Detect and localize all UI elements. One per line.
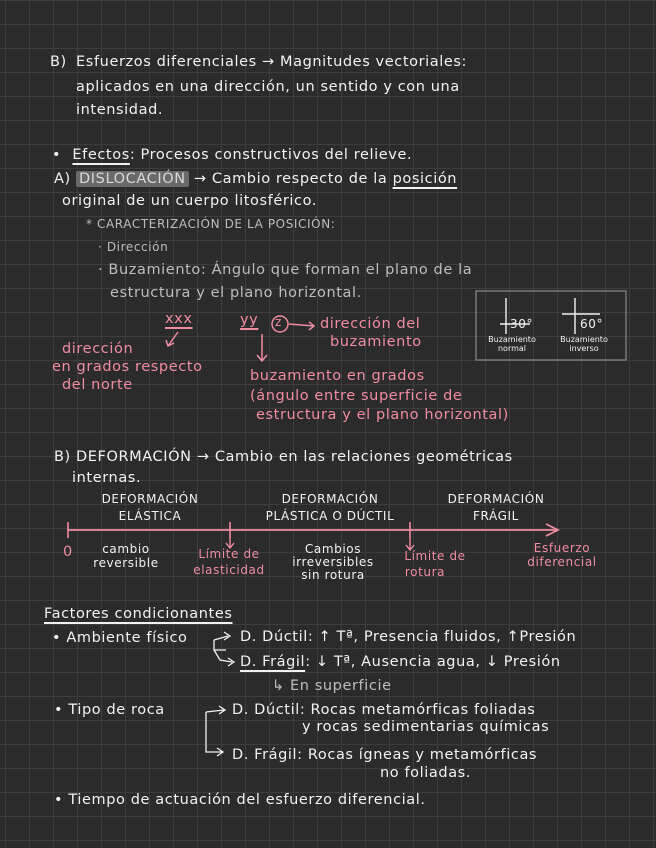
direccion-buzamiento-label-1: dirección del (320, 316, 421, 332)
axis-end-2: diferencial (527, 555, 597, 569)
ambiente-item: • Ambiente físico (52, 630, 188, 646)
arrow-glyph: → (193, 171, 207, 187)
direccion-grados-label-3: del norte (62, 377, 133, 393)
dip-inverse-label-2: inverso (569, 344, 599, 353)
efectos-text: : Procesos constructivos del relieve. (129, 147, 413, 163)
dislocacion-line-2: original de un cuerpo litosférico. (62, 193, 318, 209)
deformacion-desc: Cambio en las relaciones geométricas (214, 449, 513, 465)
dip-normal-label-1: Buzamiento (488, 335, 536, 344)
direccion-item: · Dirección (98, 240, 169, 254)
buzamiento-item-2: estructura y el plano horizontal. (110, 285, 362, 301)
buzamiento-grados-label-3: estructura y el plano horizontal) (256, 407, 509, 423)
deformacion-term: DEFORMACIÓN (76, 449, 192, 465)
roca-fragil-2: no foliadas. (380, 765, 472, 781)
section-label: B) (54, 449, 71, 465)
axis-limite-elasticidad-2: elasticidad (193, 563, 265, 577)
arrow-glyph: → (262, 54, 275, 70)
roca-ductil-1: D. Dúctil: Rocas metamórficas foliadas (232, 702, 536, 718)
deformacion-line-2: internas. (72, 470, 142, 486)
dislocacion-term: DISLOCACIÓN (76, 171, 189, 187)
axis-zero: 0 (63, 544, 73, 560)
axis-heading-fragil-1: DEFORMACIÓN (447, 492, 545, 506)
roca-fragil-1: D. Frágil: Rocas ígneas y metamórficas (232, 747, 538, 763)
notation-xxx: xxx (165, 311, 193, 327)
axis-heading-fragil-2: FRÁGIL (473, 509, 519, 523)
esfuerzos-line-3: intensidad. (76, 102, 164, 118)
axis-cambios-3: sin rotura (301, 568, 365, 582)
esfuerzos-title: Esfuerzos diferenciales (76, 54, 257, 70)
direccion-grados-label-1: dirección (62, 341, 134, 357)
caracterizacion-heading: * CARACTERIZACIÓN DE LA POSICIÓN: (86, 217, 336, 231)
efectos-label: Efectos (72, 147, 130, 163)
axis-limite-rotura-2: rotura (404, 565, 446, 579)
bullet: • (52, 147, 62, 163)
circled-arrow (289, 324, 314, 326)
buzamiento-item: · Buzamiento: Ángulo que forman el plano de la (98, 262, 473, 278)
arrow-glyph: → (196, 449, 210, 465)
ambiente-ductil: D. Dúctil: ↑ Tª, Presencia fluidos, ↑Presión (240, 629, 577, 645)
section-label: A) (54, 171, 71, 187)
direccion-buzamiento-label-2: buzamiento (330, 334, 422, 350)
posicion-key: posición (392, 171, 458, 187)
buzamiento-grados-label-1: buzamiento en grados (250, 368, 425, 384)
fragil-key: D. Frágil (240, 654, 306, 670)
axis-limite-rotura-1: Límite de (404, 549, 466, 563)
axis-cambio-2: reversible (93, 556, 159, 570)
axis-heading-elastica-2: ELÁSTICA (118, 509, 182, 523)
direccion-grados-label-2: en grados respecto (52, 359, 203, 375)
notation-yy: yy (240, 312, 259, 328)
axis-limite-elasticidad-1: Límite de (198, 547, 260, 561)
axis-heading-plastica-1: DEFORMACIÓN (281, 492, 379, 506)
notation-circled: z (275, 315, 282, 329)
section-label: B) (50, 54, 67, 70)
circled-z (272, 316, 288, 332)
roca-bracket (206, 710, 224, 752)
tiempo-item: • Tiempo de actuación del esfuerzo diferencial. (54, 792, 426, 808)
esfuerzos-title-rest: Magnitudes vectoriales: (279, 54, 468, 70)
dip-normal-angle: 30° (510, 317, 534, 331)
esfuerzos-line-2: aplicados en una dirección, un sentido y con una (76, 79, 460, 95)
axis-cambios-1: Cambios (304, 542, 362, 556)
dip-inverse-label-1: Buzamiento (560, 335, 608, 344)
axis-cambio-1: cambio (102, 542, 150, 556)
dip-inverse-angle: 60° (580, 317, 604, 331)
axis-cambios-2: irreversibles (292, 555, 374, 569)
dip-normal-label-2: normal (497, 344, 527, 353)
factores-title: Factores condicionantes (44, 606, 233, 622)
rotura-pointer (406, 538, 414, 550)
dip-box (476, 291, 626, 360)
axis-heading-elastica-1: DEFORMACIÓN (101, 492, 199, 506)
ambiente-superficie: ↳ En superficie (272, 678, 392, 694)
fragil-text: : ↓ Tª, Ausencia agua, ↓ Presión (305, 654, 561, 670)
elasticidad-pointer (226, 538, 234, 548)
axis-end-1: Esfuerzo (533, 541, 591, 555)
roca-item: • Tipo de roca (54, 702, 165, 718)
axis-heading-plastica-2: PLÁSTICA O DÚCTIL (265, 509, 395, 523)
dislocacion-desc: Cambio respecto de la (211, 171, 388, 187)
roca-ductil-2: y rocas sedimentarias químicas (302, 719, 550, 735)
buzamiento-grados-label-2: (ángulo entre superficie de (250, 388, 463, 404)
